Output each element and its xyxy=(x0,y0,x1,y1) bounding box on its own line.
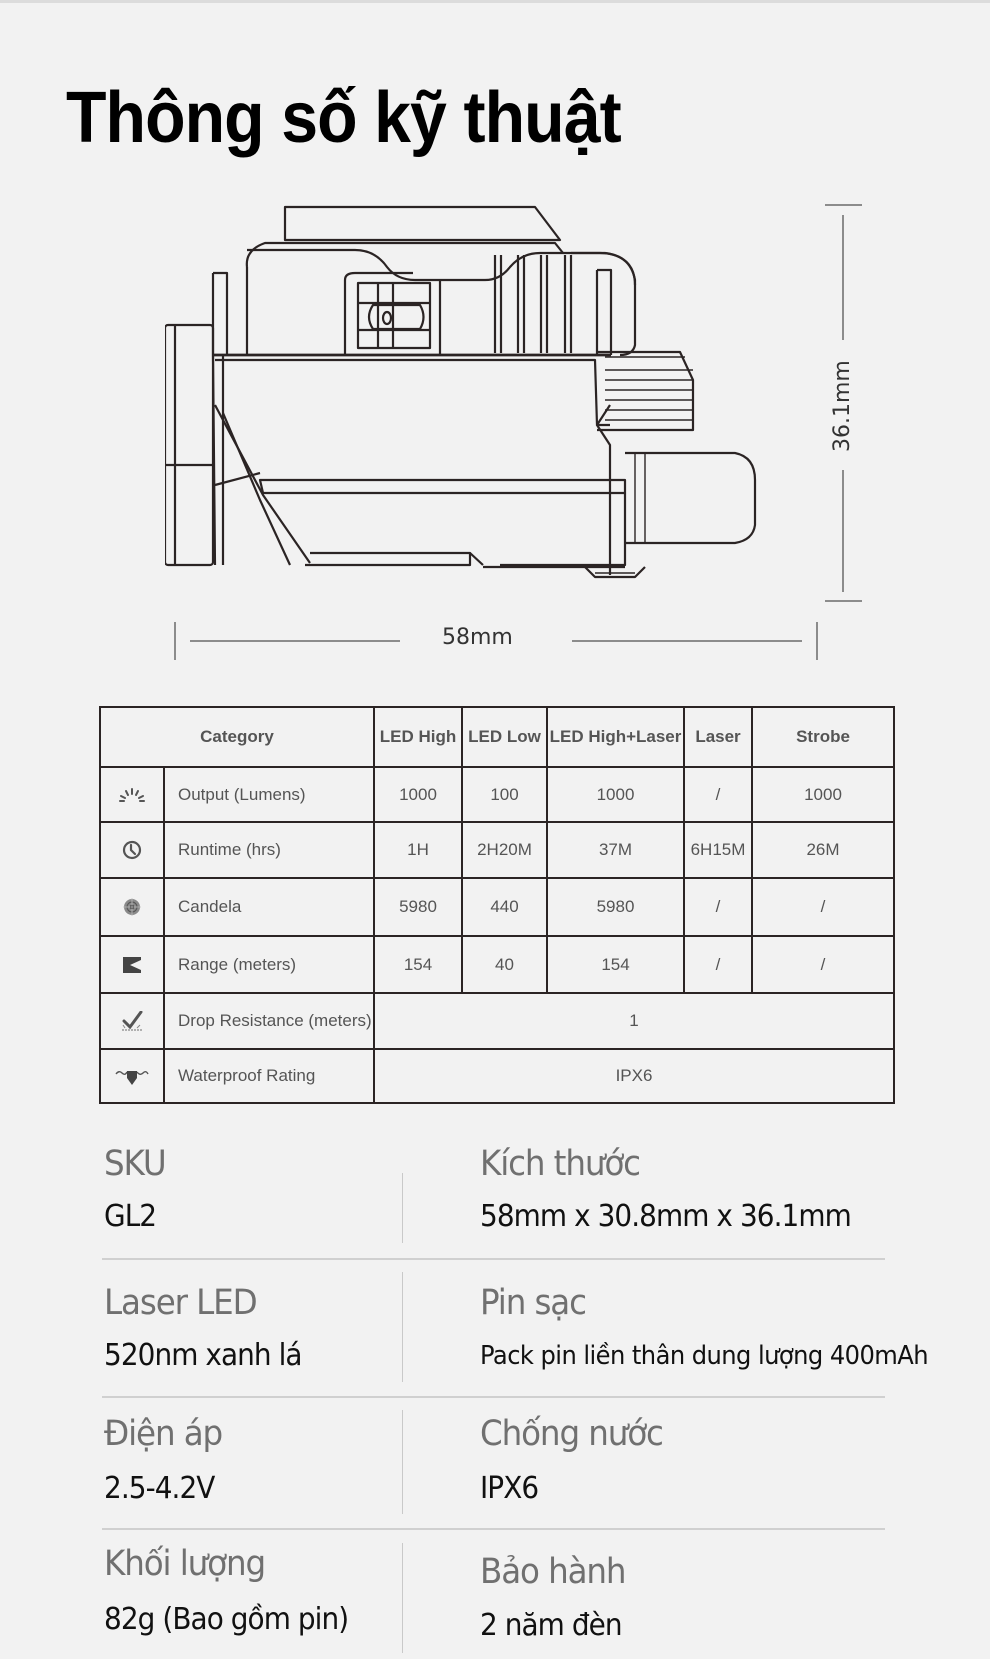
cell-value: / xyxy=(684,936,752,993)
column-divider xyxy=(402,1173,403,1243)
cell-value: 6H15M xyxy=(684,822,752,878)
cell-value: / xyxy=(684,767,752,822)
row-label: Candela xyxy=(164,878,374,936)
cell-value: / xyxy=(752,936,894,993)
cell-value: 440 xyxy=(462,878,547,936)
row-divider xyxy=(102,1258,885,1260)
cell-value: 1000 xyxy=(547,767,684,822)
spec-battery xyxy=(480,1283,594,1323)
row-label: Output (Lumens) xyxy=(164,767,374,822)
cell-value: 1H xyxy=(374,822,462,878)
cell-value-merged: 1 xyxy=(374,993,894,1049)
cell-value: 40 xyxy=(462,936,547,993)
header-laser: Laser xyxy=(684,707,752,767)
row-label: Waterproof Rating xyxy=(164,1049,374,1103)
spec-label: Bảo hành xyxy=(480,1552,626,1592)
dimension-lines xyxy=(0,0,990,700)
cell-value: 2H20M xyxy=(462,822,547,878)
cell-value: 37M xyxy=(547,822,684,878)
range-flag-icon xyxy=(123,957,141,973)
spec-weight xyxy=(104,1544,277,1584)
spec-label: Chống nước xyxy=(480,1414,663,1454)
cell-value: 100 xyxy=(462,767,547,822)
spec-value: Pack pin liền thân dung lượng 400mAh xyxy=(480,1341,929,1371)
height-dimension-label: 36.1mm xyxy=(830,360,855,452)
spec-value: 82g (Bao gồm pin) xyxy=(104,1602,349,1637)
cell-value-merged: IPX6 xyxy=(374,1049,894,1103)
cell-value: 1000 xyxy=(752,767,894,822)
target-icon xyxy=(122,897,142,917)
spec-label: Pin sạc xyxy=(480,1283,586,1323)
row-divider xyxy=(102,1396,885,1398)
cell-value: / xyxy=(752,878,894,936)
spec-value: 58mm x 30.8mm x 36.1mm xyxy=(480,1199,851,1234)
table-row xyxy=(100,1049,894,1103)
table-row xyxy=(100,878,894,936)
table-row xyxy=(100,822,894,878)
cell-value: 1000 xyxy=(374,767,462,822)
cell-value: 154 xyxy=(547,936,684,993)
header-category: Category xyxy=(100,707,374,767)
page-title: Thông số kỹ thuật xyxy=(66,78,621,158)
spec-sku xyxy=(104,1144,170,1184)
row-label: Range (meters) xyxy=(164,936,374,993)
spec-label: Khối lượng xyxy=(104,1544,266,1584)
spec-value: 2 năm đèn xyxy=(480,1608,622,1643)
spec-value: IPX6 xyxy=(480,1471,539,1506)
table-header-row xyxy=(100,707,894,767)
header-led-low: LED Low xyxy=(462,707,547,767)
spec-label: Kích thước xyxy=(480,1144,640,1184)
spec-waterproof xyxy=(480,1414,677,1454)
spec-value: 2.5-4.2V xyxy=(104,1471,215,1506)
row-label: Drop Resistance (meters) xyxy=(164,993,374,1049)
spec-dimensions xyxy=(480,1144,652,1184)
column-divider xyxy=(402,1410,403,1514)
column-divider xyxy=(402,1543,403,1653)
spec-value: 520nm xanh lá xyxy=(104,1338,302,1373)
column-divider xyxy=(402,1272,403,1382)
table-row xyxy=(100,993,894,1049)
row-label: Runtime (hrs) xyxy=(164,822,374,878)
cell-value: / xyxy=(684,878,752,936)
brightness-icon xyxy=(118,787,146,803)
table-row xyxy=(100,936,894,993)
cell-value: 5980 xyxy=(547,878,684,936)
spec-label: Điện áp xyxy=(104,1414,223,1454)
cell-value: 154 xyxy=(374,936,462,993)
spec-label: SKU xyxy=(104,1144,166,1184)
spec-laser-led xyxy=(104,1283,268,1323)
header-led-high: LED High xyxy=(374,707,462,767)
cell-value: 5980 xyxy=(374,878,462,936)
width-dimension-label: 58mm xyxy=(442,625,513,650)
cell-value: 26M xyxy=(752,822,894,878)
clock-icon xyxy=(122,840,142,860)
performance-table xyxy=(99,706,895,1104)
table-row xyxy=(100,767,894,822)
row-divider xyxy=(102,1528,885,1530)
header-led-high-laser: LED High+Laser xyxy=(547,707,684,767)
waterproof-icon xyxy=(115,1068,149,1086)
header-strobe: Strobe xyxy=(752,707,894,767)
spec-label: Laser LED xyxy=(104,1283,257,1323)
spec-value: GL2 xyxy=(104,1199,157,1234)
spec-voltage xyxy=(104,1414,231,1454)
drop-check-icon xyxy=(121,1011,143,1031)
spec-warranty xyxy=(480,1552,636,1592)
